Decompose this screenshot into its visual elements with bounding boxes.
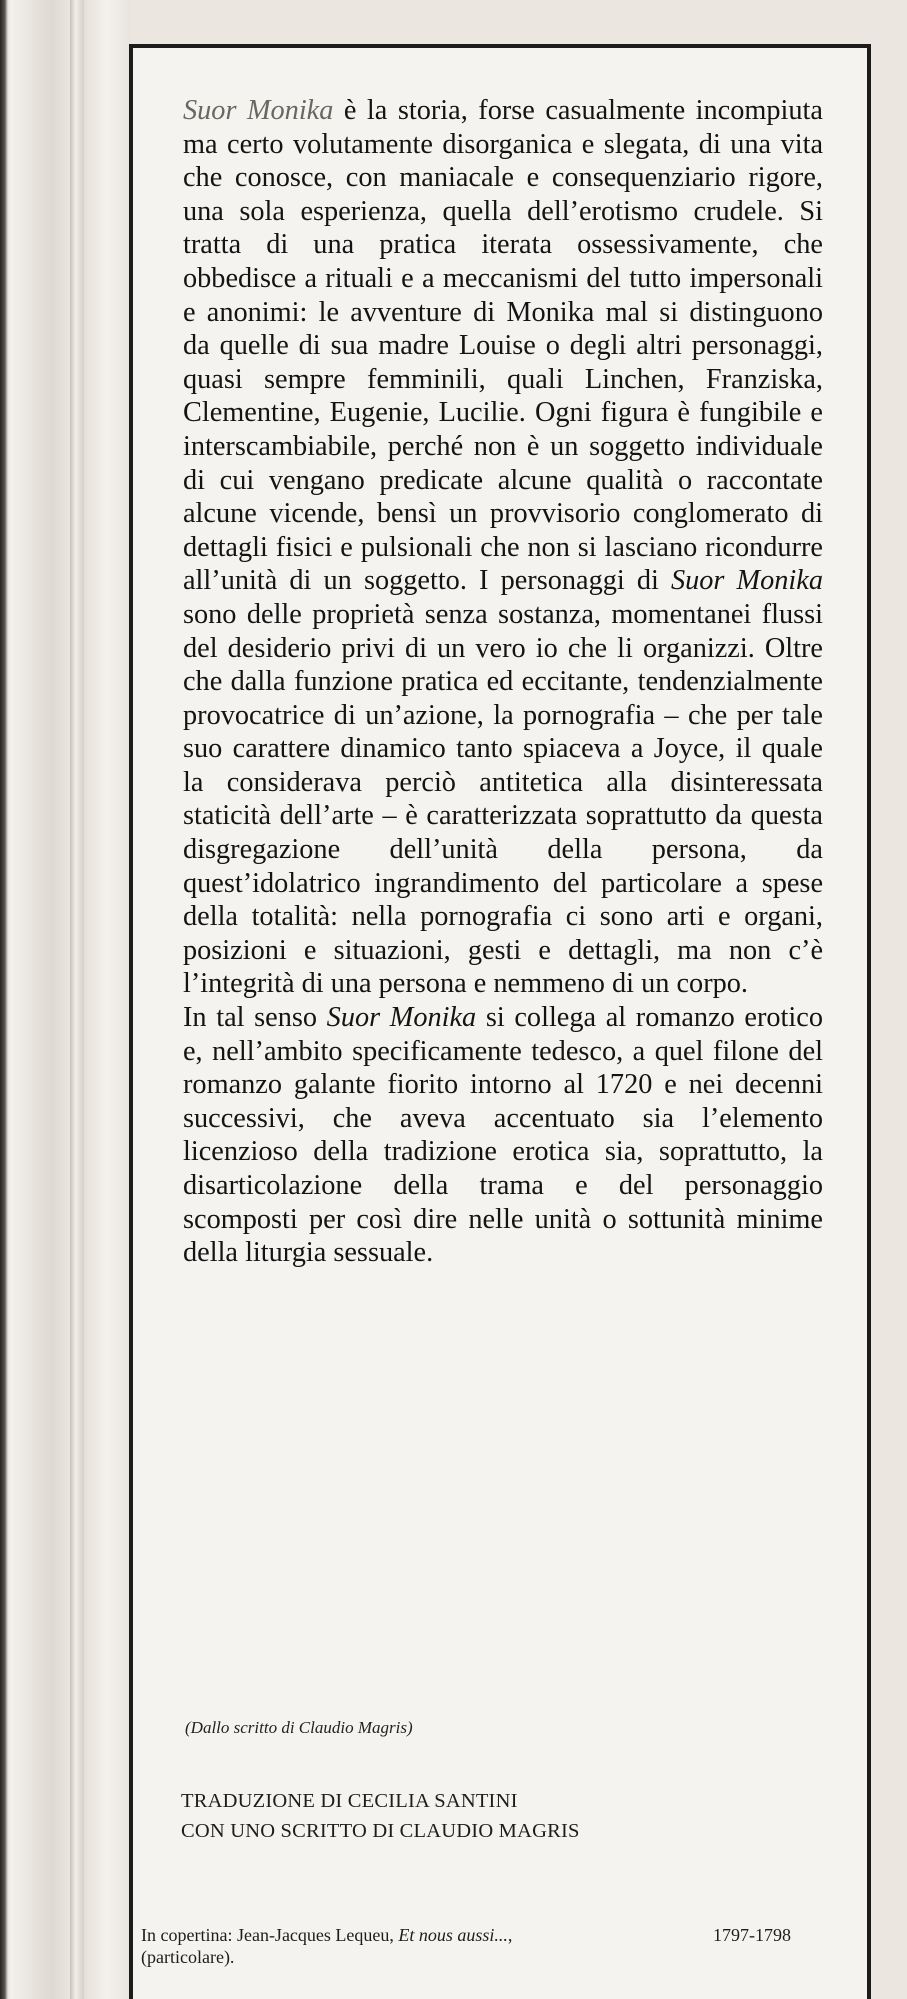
translation-credits (181, 1786, 580, 1846)
book-title-italic: Suor Monika (326, 1002, 477, 1034)
cover-fold (70, 0, 84, 1999)
artwork-title-italic: Et nous aussi... (398, 1925, 508, 1945)
blurb-paragraph-1 (183, 94, 823, 1001)
quote-attribution: (Dallo scritto di Claudio Magris) (185, 1718, 413, 1737)
essay-credit: CON UNO SCRITTO DI CLAUDIO MAGRIS (181, 1820, 580, 1842)
adjacent-page-strip (10, 0, 70, 1999)
blurb-paragraph-2 (183, 1001, 823, 1270)
cover-credit-artist (141, 1924, 512, 1946)
cover-credit-comma: , (507, 1925, 513, 1945)
book-title-italic: Suor Monika (670, 565, 823, 597)
cover-credit-line-1 (141, 1924, 791, 1946)
book-title-italic: Suor Monika (183, 95, 334, 126)
blurb-text-segment: si collega al romanzo erotico e, nell’ambito specificamente tedesco, a quel filone del romanzo galante fiorito intorno al 1720 e nei decenni successivi, che aveva accentuato sia l’elemento licenzioso della tradizione erotica sia, soprattutto, la disarticolazione della trama e del personaggio scomposti per così dire nelle unità o sottunità minime della liturgia sessuale. (183, 1002, 823, 1269)
cover-credit-detail: (particolare). (141, 1947, 235, 1967)
back-cover-panel (129, 44, 871, 1999)
scan-shadow-edge (0, 0, 8, 1999)
blurb-text-segment: sono delle proprietà senza sostanza, momentanei flussi del desiderio privi di un vero io che li organizzi. Oltre che dalla funzione pratica ed eccitante, tendenzialmente provocatrice di un’azione, la pornografia – che per tale suo carattere dinamico tanto spiaceva a Joyce, il quale la considerava perciò antitetica alla disinteressata staticità dell’arte – è caratterizzata soprattutto da questa disgregazione dell’unità della persona, da quest’idolatrico ingrandimento del particolare a spese della totalità: nella pornografia ci sono arti e organi, posizioni e situazioni, gesti e dettagli, ma non c’è l’integrità di una persona e nemmeno di un corpo. (183, 598, 823, 1000)
blurb-text (183, 94, 823, 1270)
cover-credit-prefix: In copertina: Jean-Jacques Lequeu, (141, 1925, 399, 1945)
blurb-text-segment: è la storia, forse casualmente incompiuta ma certo volutamente disorganica e slegata, di una vita che conosce, con maniacale e consequenziario rigore, una sola esperienza, quella dell’erotismo crudele. Si tratta di una pratica iterata ossessivamente, che obbedisce a rituali e a meccanismi del tutto impersonali e anonimi: le avventure di Monika mal si distinguono da quelle di sua madre Louise o degli altri personaggi, quasi sempre femminili, quali Linchen, Franziska, Clementine, Eugenie, Lucilie. Ogni figura è fungibile e interscambiabile, perché non è un soggetto individuale di cui vengano predicate alcune qualità o raccontate alcune vicende, bensì un provvisorio conglomerato di dettagli fisici e pulsionali che non si lasciano ricondurre all’unità di un soggetto. I personaggi di (183, 95, 823, 597)
translator-credit: TRADUZIONE DI CECILIA SANTINI (181, 1790, 518, 1812)
cover-art-credit (141, 1924, 791, 1968)
cover-gutter (84, 0, 130, 1999)
blurb-text-segment: In tal senso (183, 1002, 327, 1034)
artwork-years: 1797-1798 (713, 1925, 791, 1945)
